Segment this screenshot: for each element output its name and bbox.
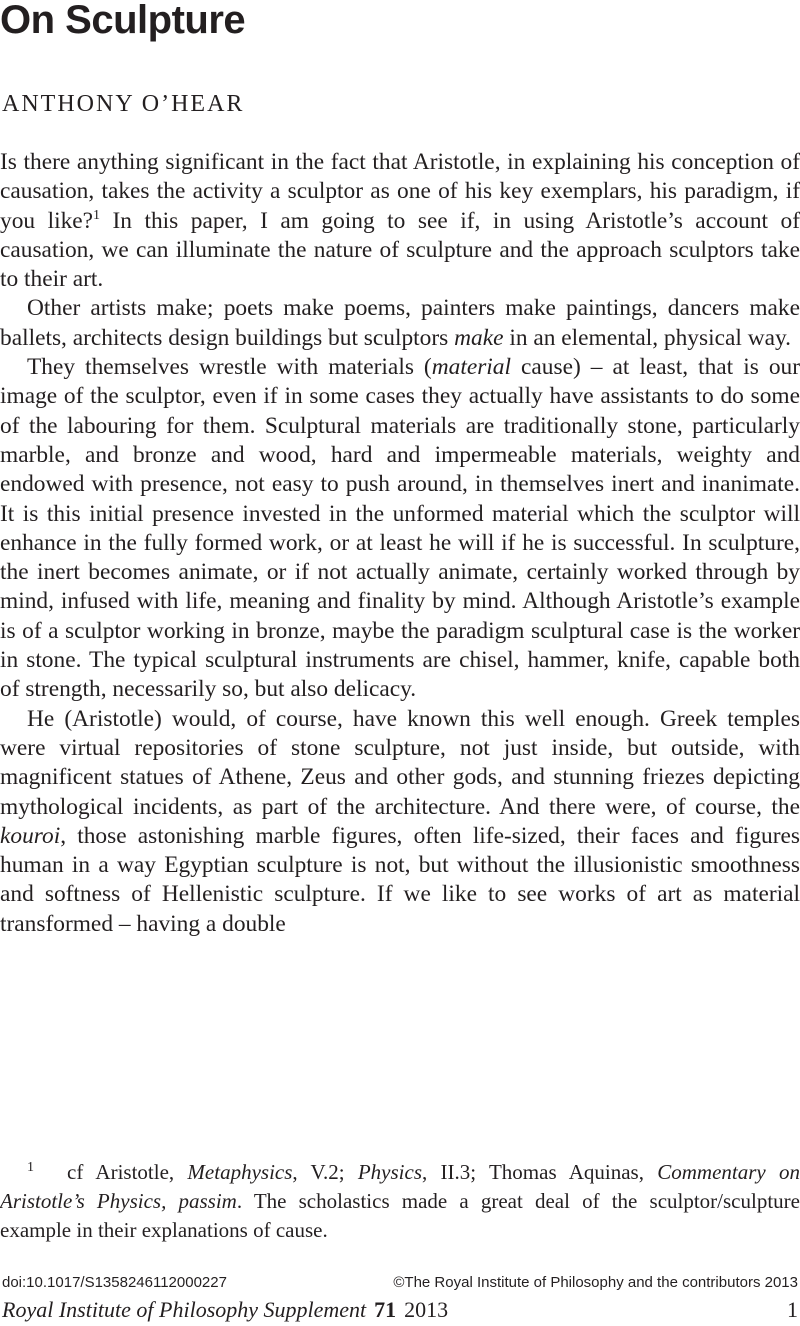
text-run: In this paper, I am going to see if, in using Aristotle’s account of causation, we can illuminate the nature of sculpture and the approach sculptors take to their art. [0, 207, 800, 293]
text-run: , II.3; Thomas Aquinas, [422, 1160, 658, 1184]
text-run: in an elemental, physical way. [503, 324, 791, 351]
text-run: Other artists make; poets make poems, painters make paintings, dancers make ballets, architects design buildings but sculptors [0, 295, 800, 351]
article-body [0, 148, 800, 939]
paragraph [0, 148, 800, 294]
journal-citation [2, 1297, 448, 1323]
italic-text: Metaphysics [187, 1160, 293, 1184]
paragraph [0, 294, 800, 353]
text-run: , those astonishing marble figures, often life-sized, their faces and figures human in a way Egyptian sculpture is not, but without the illusionistic smoothness and softness of Hellenistic sculpture. If we like to see works of art as material transformed – having a double [0, 822, 800, 937]
italic-text: Physics [357, 1160, 422, 1184]
italic-text: make [454, 324, 504, 351]
paragraph [0, 705, 800, 939]
doi-text: doi:10.1017/S1358246112000227 [2, 1274, 227, 1291]
article-title: On Sculpture [0, 0, 246, 42]
text-run: . The scholastics made a great deal of the sculptor/sculpture example in their explanations of cause. [0, 1189, 800, 1242]
footnote-number: 1 [27, 1160, 34, 1175]
text-run: cause) – at least, that is our image of the sculptor, even if in some cases they actually have assistants to do some of the labouring for them. Sculptural materials are traditionally stone, particularly marble, and bronze and wood, hard and impermeable materials, weighty and endowed with presence, not easy to push around, in themselves inert and inanimate. It is this initial presence invested in the unformed material which the sculptor will enhance in the fully formed work, or at least he will if he is successful. In sculpture, the inert becomes animate, or if not actually animate, certainly worked through by mind, infused with life, meaning and finality by mind. Although Aristotle’s example is of a sculptor working in bronze, maybe the paradigm sculptural case is the worker in stone. The typical sculptural instruments are chisel, hammer, knife, capable both of strength, necessarily so, but also delicacy. [0, 354, 800, 703]
paragraph [0, 353, 800, 705]
text-run: He (Aristotle) would, of course, have known this well enough. Greek temples were virtual repositories of stone sculpture, not just inside, but outside, with magnificent statues of Athene, Zeus and other gods, and stunning friezes depicting mythological incidents, as part of the architecture. And there were, of course, the [0, 705, 800, 820]
text-run: Is there anything significant in the fact that Aristotle, in explaining his conception of causation, takes the activity a sculptor as one of his key exemplars, his paradigm, if you like? [0, 149, 800, 234]
article-author: ANTHONY O’HEAR [2, 91, 245, 117]
text-run: cf Aristotle, [67, 1160, 188, 1184]
text-run: , V.2; [292, 1160, 358, 1184]
italic-text: Commentary on Aristotle’s Physics, passim [0, 1160, 800, 1213]
footnote-ref: 1 [93, 207, 101, 223]
copyright-text: ©The Royal Institute of Philosophy and the contributors 2013 [393, 1274, 798, 1291]
footnote [0, 1158, 800, 1245]
journal-volume: 71 [374, 1297, 397, 1322]
text-run: They themselves wrestle with materials ( [27, 354, 432, 381]
journal-name: Royal Institute of Philosophy Supplement [2, 1297, 367, 1322]
journal-year: 2013 [404, 1297, 449, 1322]
footnote-text [0, 1160, 800, 1242]
italic-text: material [431, 354, 511, 381]
page-number: 1 [787, 1297, 798, 1322]
italic-text: kouroi [0, 822, 61, 849]
